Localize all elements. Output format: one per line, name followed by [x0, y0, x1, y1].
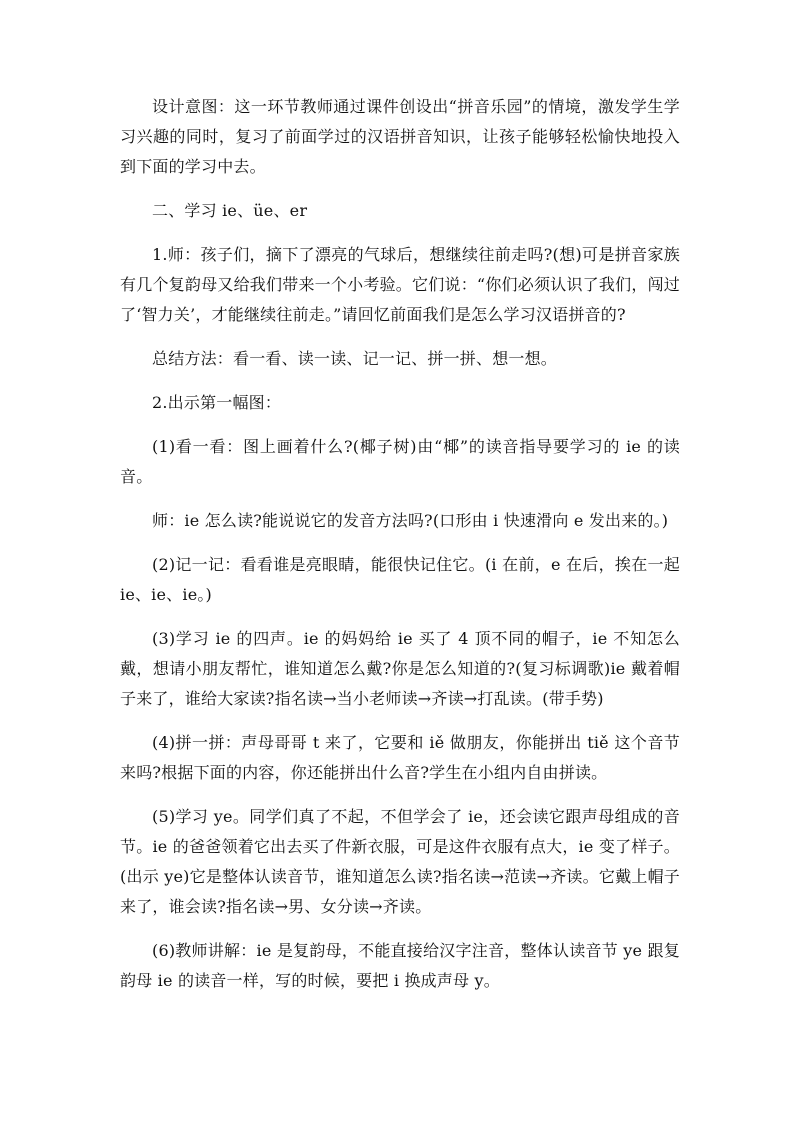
paragraph-summary-method: 总结方法：看一看、读一读、记一记、拼一拼、想一想。: [152, 349, 558, 368]
paragraph-step-1: 1.师：孩子们，摘下了漂亮的气球后，想继续往前走吗?(想)可是拼音家族有几个复韵母又给我们带来一个小考验。它们说：“你们必须认识了我们，闯过了‘智力关’，才能继续往前走。”请回忆前面我们是怎么学习汉语拼音的?: [120, 245, 680, 324]
paragraph-step-2: 2.出示第一幅图：: [152, 393, 282, 412]
paragraph-look: (1)看一看：图上画着什么?(椰子树)由“椰”的读音指导要学习的 ie 的读音。: [120, 437, 680, 486]
section-heading-ie-ue-er: 二、学习 ie、üe、er: [152, 201, 308, 220]
paragraph-learn-ye: (5)学习 ye。同学们真了不起，不但学会了 ie，还会读它跟声母组成的音节。ie 的爸爸领着它出去买了件新衣服，可是这件衣服有点大，ie 变了样子。(出示 ye)它是整体认读音节，谁知道怎么读?指名读→范读→齐读。它戴上帽子来了，谁会读?指名读→男、女分读→齐读。: [120, 807, 680, 916]
paragraph-spell: (4)拼一拼：声母哥哥 t 来了，它要和 iě 做朋友，你能拼出 tiě 这个音节来吗?根据下面的内容，你还能拼出什么音?学生在小组内自由拼读。: [120, 733, 680, 782]
paragraph-teacher-explanation: (6)教师讲解：ie 是复韵母，不能直接给汉字注音，整体认读音节 ye 跟复韵母 ie 的读音一样，写的时候，要把 i 换成声母 y。: [120, 941, 680, 990]
document-body: [120, 92, 680, 1010]
paragraph-design-intent: 设计意图：这一环节教师通过课件创设出“拼音乐园”的情境，激发学生学习兴趣的同时，复习了前面学过的汉语拼音知识，让孩子能够轻松愉快地投入到下面的学习中去。: [120, 97, 680, 176]
paragraph-teacher-question: 师：ie 怎么读?能说说它的发音方法吗?(口形由 i 快速滑向 e 发出来的。): [152, 511, 669, 530]
paragraph-remember: (2)记一记：看看谁是亮眼睛，能很快记住它。(i 在前，e 在后，挨在一起 ie、ie、ie。): [120, 555, 680, 604]
paragraph-four-tones: (3)学习 ie 的四声。ie 的妈妈给 ie 买了 4 顶不同的帽子，ie 不知怎么戴，想请小朋友帮忙，谁知道怎么戴?你是怎么知道的?(复习标调歌)ie 戴着帽子来了，谁给大家读?指名读→当小老师读→齐读→打乱读。(带手势): [120, 629, 680, 708]
